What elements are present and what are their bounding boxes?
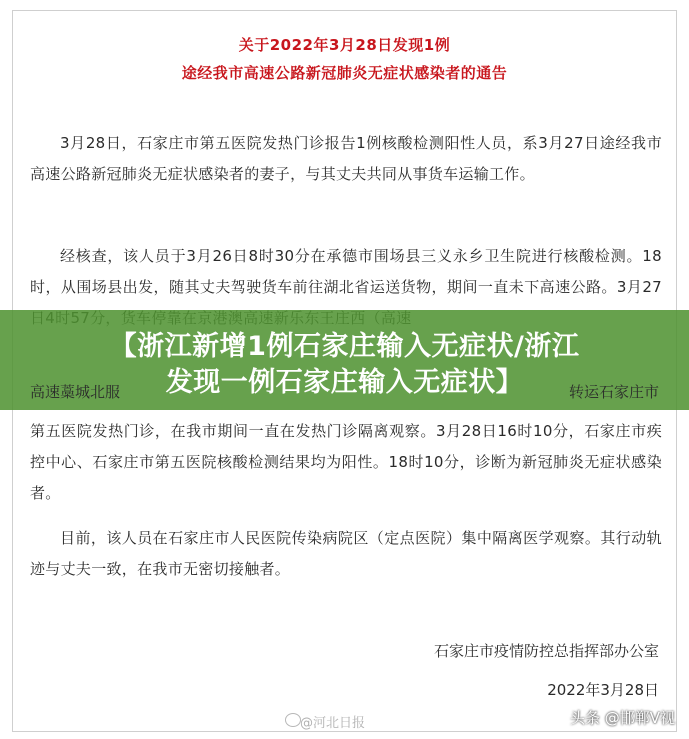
signature-date: 2022年3月28日 bbox=[547, 681, 659, 699]
banner-line2: 发现一例石家庄输入无症状】 bbox=[165, 367, 524, 398]
partial-line-left: 高速藁城北服 bbox=[30, 383, 121, 401]
notice-title-line2: 途经我市高速公路新冠肺炎无症状感染者的通告 bbox=[181, 64, 508, 82]
banner-line1: 【浙江新增1例石家庄输入无症状/浙江 bbox=[109, 331, 580, 362]
paragraph-1: 3月28日，石家庄市第五医院发热门诊报告1例核酸检测阳性人员，系3月27日途经我市高速公路新冠肺炎无症状感染者的妻子，与其丈夫共同从事货车运输工作。 bbox=[30, 134, 662, 183]
notice-title-line1: 关于2022年3月28日发现1例 bbox=[238, 36, 451, 54]
source-credit: 头条 @邯郸V视 bbox=[569, 709, 675, 727]
watermark: @河北日报 bbox=[300, 716, 366, 731]
weibo-icon bbox=[285, 713, 301, 727]
signature-org: 石家庄市疫情防控总指挥部办公室 bbox=[433, 642, 659, 660]
paragraph-3: 第五医院发热门诊，在我市期间一直在发热门诊隔离观察。3月28日16时10分，石家庄市疾控中心、石家庄市第五医院核酸检测结果均为阳性。18时10分，诊断为新冠肺炎无症状感染者。 bbox=[30, 422, 662, 502]
paragraph-4: 目前，该人员在石家庄市人民医院传染病院区（定点医院）集中隔离医学观察。其行动轨迹与丈夫一致，在我市无密切接触者。 bbox=[30, 529, 662, 578]
partial-line-right: 转运石家庄市 bbox=[568, 383, 659, 401]
paragraph-2: 经核查，该人员于3月26日8时30分在承德市围场县三义永乡卫生院进行核酸检测。18时，从围场县出发，随其丈夫驾驶货车前往湖北省运送货物，期间一直未下高速公路。3月27 bbox=[30, 247, 662, 296]
